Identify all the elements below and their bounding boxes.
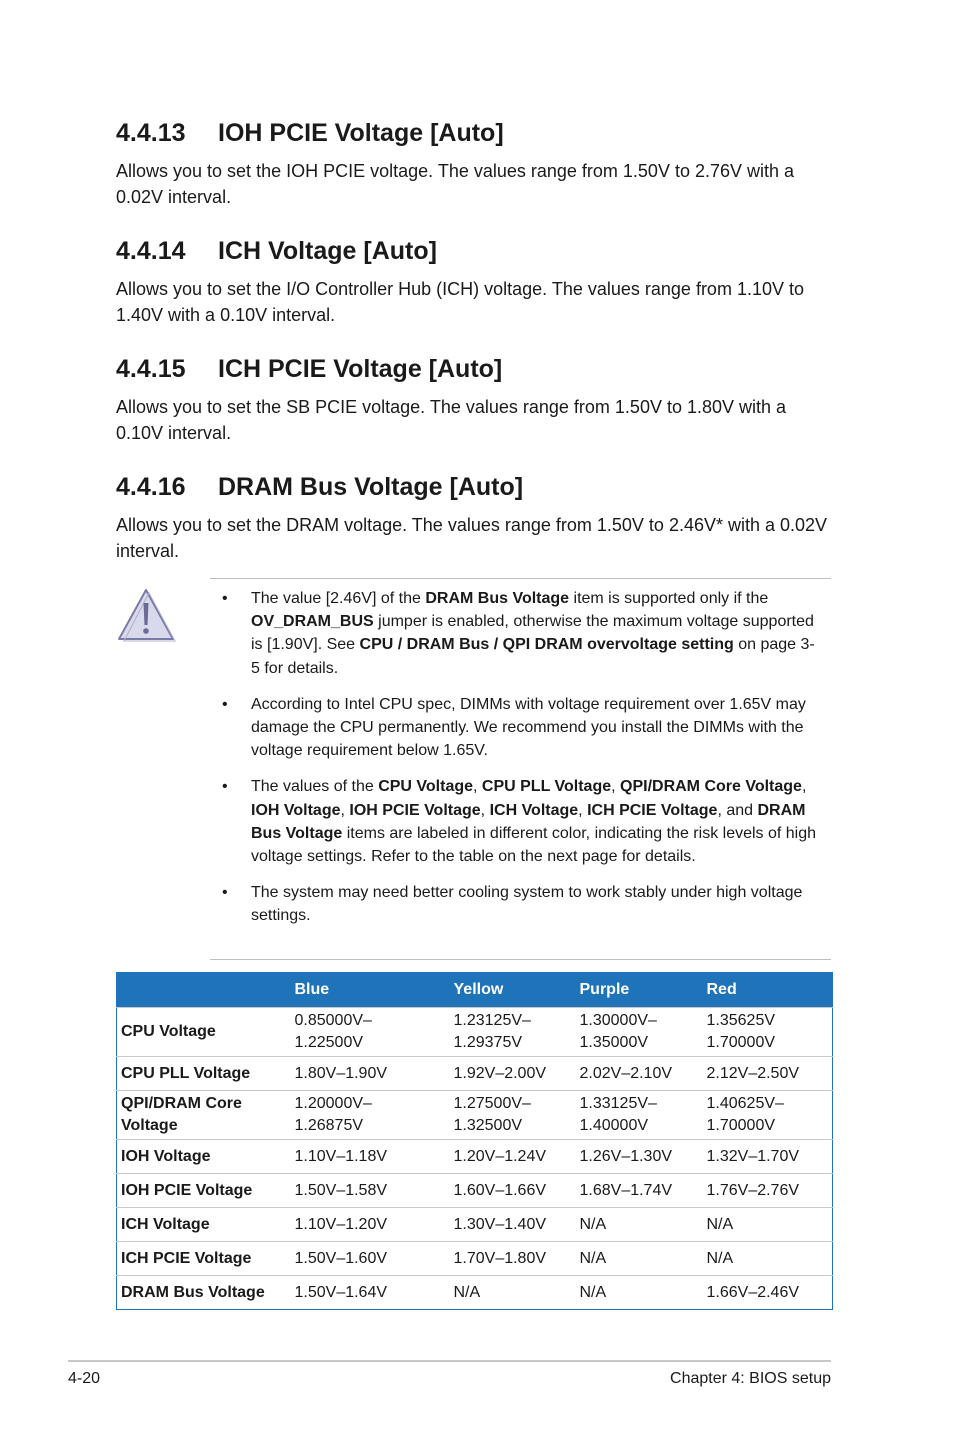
table-cell: 1.23125V– 1.29375V [450, 1008, 576, 1057]
table-cell: 1.10V–1.18V [291, 1140, 450, 1174]
table-row [117, 1091, 833, 1140]
section-heading [116, 472, 836, 502]
note-item: • According to Intel CPU spec, DIMMs with voltage requirement over 1.65V may damage the CPU permanently. We recommend you install the DIMMs with the voltage requirement below 1.65V. [210, 693, 820, 763]
table-cell: 1.27500V– 1.32500V [450, 1091, 576, 1140]
table-cell: 1.20000V– 1.26875V [291, 1091, 450, 1140]
table-cell: 1.35625V 1.70000V [703, 1008, 833, 1057]
row-label-cell: IOH Voltage [117, 1140, 291, 1174]
section-title: DRAM Bus Voltage [Auto] [218, 473, 524, 501]
table-row [117, 1242, 833, 1276]
table-row [117, 1057, 833, 1091]
table-body [117, 1008, 833, 1310]
note-list [210, 587, 820, 941]
footer-divider [68, 1360, 831, 1362]
row-label-cell: IOH PCIE Voltage [117, 1174, 291, 1208]
table-cell: N/A [576, 1208, 703, 1242]
section-4-4-15 [116, 354, 836, 446]
chapter-label: Chapter 4: BIOS setup [670, 1370, 831, 1387]
table-cell: N/A [576, 1276, 703, 1310]
table-header-cell: Yellow [450, 973, 576, 1008]
table-row [117, 1140, 833, 1174]
table-cell: 2.02V–2.10V [576, 1057, 703, 1091]
bullet: • [222, 884, 228, 902]
row-label-cell: ICH PCIE Voltage [117, 1242, 291, 1276]
table-cell: 1.10V–1.20V [291, 1208, 450, 1242]
table-cell: N/A [703, 1242, 833, 1276]
note-item: • The system may need better cooling system to work stably under high voltage settings. [210, 881, 820, 927]
table-cell: 0.85000V– 1.22500V [291, 1008, 450, 1057]
warning-note [210, 578, 831, 960]
table-cell: 1.26V–1.30V [576, 1140, 703, 1174]
table-row [117, 1174, 833, 1208]
section-number: 4.4.13 [116, 119, 186, 147]
table-cell: N/A [450, 1276, 576, 1310]
note-item: • The value [2.46V] of the DRAM Bus Voltage item is supported only if the OV_DRAM_BUS jumper is enabled, otherwise the maximum voltage supported is [1.90V]. See CPU / DRAM Bus / QPI DRAM overvoltage setting on page 3-5 for details. [210, 587, 820, 680]
table-row [117, 1276, 833, 1310]
table-cell: 1.30V–1.40V [450, 1208, 576, 1242]
row-label-cell: QPI/DRAM Core Voltage [117, 1091, 291, 1140]
table-cell: 1.20V–1.24V [450, 1140, 576, 1174]
table-cell: 1.66V–2.46V [703, 1276, 833, 1310]
table-cell: 1.32V–1.70V [703, 1140, 833, 1174]
section-4-4-16 [116, 472, 836, 564]
page-number: 4-20 [68, 1370, 101, 1387]
table-cell: 2.12V–2.50V [703, 1057, 833, 1091]
table-header-row [117, 973, 833, 1008]
table-header-cell [117, 973, 291, 1008]
section-text: Allows you to set the I/O Controller Hub (ICH) voltage. The values range from 1.10V to 1.40V with a 0.10V interval. [116, 279, 804, 325]
section-text: Allows you to set the SB PCIE voltage. The values range from 1.50V to 1.80V with a 0.10V interval. [116, 397, 787, 443]
row-label-cell: DRAM Bus Voltage [117, 1276, 291, 1310]
section-text: Allows you to set the DRAM voltage. The values range from 1.50V to 2.46V* with a 0.02V interval. [116, 515, 828, 561]
table-cell: 1.30000V– 1.35000V [576, 1008, 703, 1057]
section-text: Allows you to set the IOH PCIE voltage. The values range from 1.50V to 2.76V with a 0.02V interval. [116, 161, 795, 207]
note-item: • The values of the CPU Voltage, CPU PLL Voltage, QPI/DRAM Core Voltage, IOH Voltage, IOH PCIE Voltage, ICH Voltage, ICH PCIE Voltage, and DRAM Bus Voltage items are labeled in different color, indicating the risk levels of high voltage settings. Refer to the table on the next page for details. [210, 775, 820, 868]
table-cell: 1.68V–1.74V [576, 1174, 703, 1208]
section-title: ICH Voltage [Auto] [218, 237, 437, 265]
table-cell: 1.33125V– 1.40000V [576, 1091, 703, 1140]
table-cell: 1.92V–2.00V [450, 1057, 576, 1091]
row-label-cell: ICH Voltage [117, 1208, 291, 1242]
table-header-cell: Red [703, 973, 833, 1008]
table-cell: 1.50V–1.60V [291, 1242, 450, 1276]
table-header-cell: Purple [576, 973, 703, 1008]
table-cell: 1.76V–2.76V [703, 1174, 833, 1208]
table-row [117, 1208, 833, 1242]
bullet: • [222, 695, 228, 713]
table-cell: N/A [703, 1208, 833, 1242]
section-number: 4.4.14 [116, 237, 186, 265]
section-number: 4.4.16 [116, 473, 186, 501]
table-cell: 1.70V–1.80V [450, 1242, 576, 1276]
table-cell: 1.50V–1.64V [291, 1276, 450, 1310]
section-title: ICH PCIE Voltage [Auto] [218, 355, 503, 383]
table-cell: 1.80V–1.90V [291, 1057, 450, 1091]
warning-triangle-icon [116, 587, 176, 643]
row-label-cell: CPU Voltage [117, 1008, 291, 1057]
section-number: 4.4.15 [116, 355, 186, 383]
bullet: • [222, 778, 228, 796]
section-title: IOH PCIE Voltage [Auto] [218, 119, 504, 147]
section-heading [116, 236, 836, 266]
table-cell: 1.50V–1.58V [291, 1174, 450, 1208]
row-label-cell: CPU PLL Voltage [117, 1057, 291, 1091]
voltage-color-table [116, 972, 833, 1310]
section-4-4-13 [116, 118, 836, 210]
section-4-4-14 [116, 236, 836, 328]
table-header-cell: Blue [291, 973, 450, 1008]
section-heading [116, 118, 836, 148]
table-cell: 1.40625V– 1.70000V [703, 1091, 833, 1140]
table-row [117, 1008, 833, 1057]
table-cell: 1.60V–1.66V [450, 1174, 576, 1208]
bullet: • [222, 590, 228, 607]
section-heading [116, 354, 836, 384]
table-cell: N/A [576, 1242, 703, 1276]
